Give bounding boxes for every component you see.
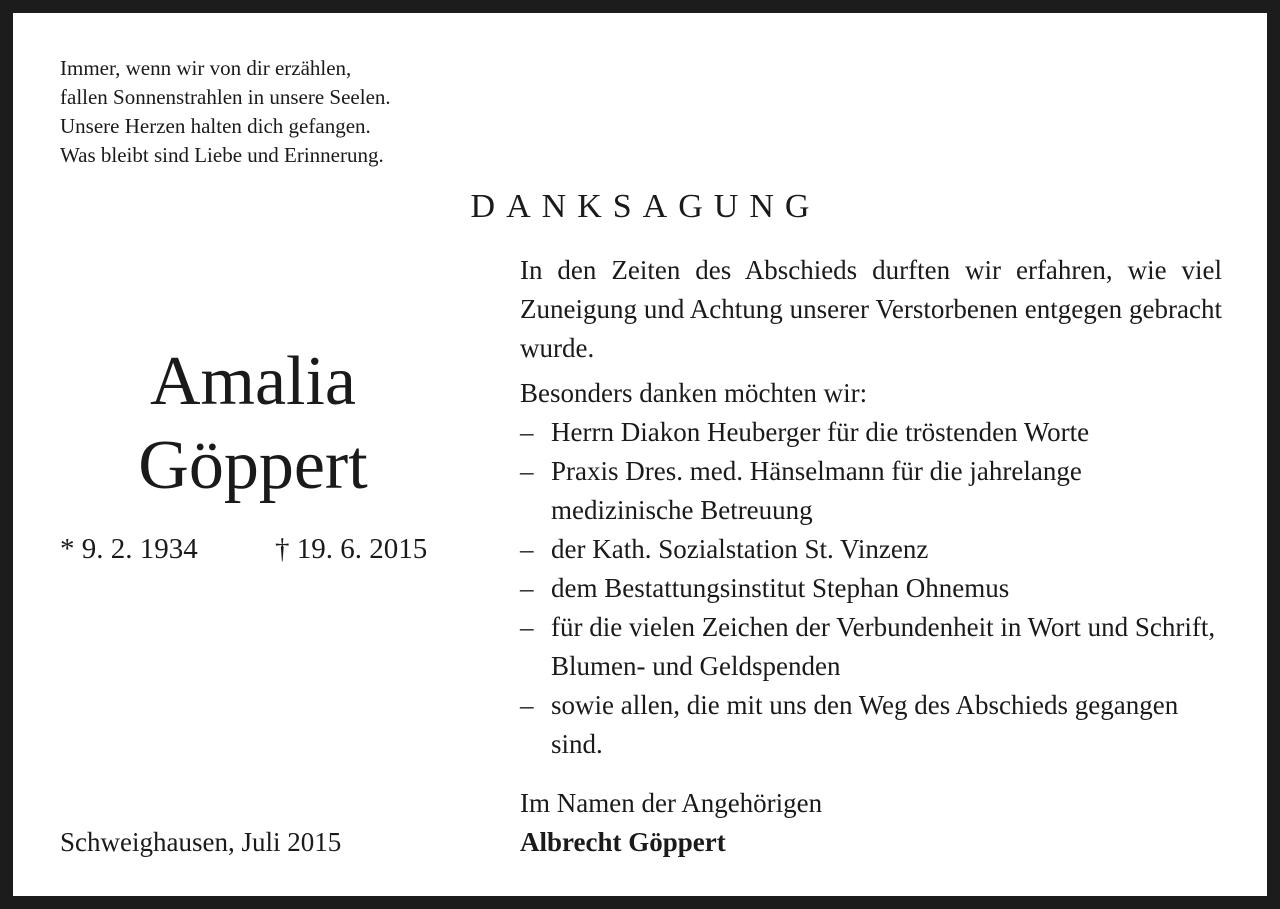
list-item xyxy=(520,413,1222,452)
deceased-last-name: Göppert xyxy=(138,427,368,504)
list-item xyxy=(520,686,1222,764)
dash-bullet: – xyxy=(520,573,534,603)
list-item xyxy=(520,452,1222,530)
obituary-card xyxy=(13,13,1267,896)
death-date: † 19. 6. 2015 xyxy=(275,533,428,565)
birth-date: * 9. 2. 1934 xyxy=(60,533,198,565)
poem-line: Unsere Herzen halten dich gefangen. xyxy=(60,114,371,138)
list-item-text: für die vielen Zeichen der Verbundenheit in Wort und Schrift, Blumen- und Geldspenden xyxy=(551,612,1216,681)
list-item-text: der Kath. Sozialstation St. Vinzenz xyxy=(551,534,929,564)
thanks-text xyxy=(520,251,1222,764)
page-title: DANKSAGUNG xyxy=(470,188,821,225)
thanks-list xyxy=(520,413,1222,764)
deceased-first-name: Amalia xyxy=(149,343,357,420)
thanks-lead: Besonders danken möchten wir: xyxy=(520,378,868,408)
list-item-text: Praxis Dres. med. Hänselmann für die jahrelange medizinische Betreuung xyxy=(551,456,1082,525)
deceased-name xyxy=(53,340,453,508)
poem-line: Immer, wenn wir von dir erzählen, xyxy=(60,56,352,80)
list-item xyxy=(520,608,1222,686)
sign-intro: Im Namen der Angehörigen xyxy=(520,788,823,818)
list-item-text: dem Bestattungsinstitut Stephan Ohnemus xyxy=(551,573,1010,603)
poem xyxy=(60,54,391,170)
dash-bullet: – xyxy=(520,534,534,564)
signer-name: Albrecht Göppert xyxy=(520,827,726,857)
poem-line: fallen Sonnenstrahlen in unsere Seelen. xyxy=(60,85,391,109)
intro-paragraph: In den Zeiten des Abschieds durften wir erfahren, wie viel Zuneigung und Achtung unserer Verstorbenen entgegen gebracht wurde. xyxy=(520,255,1222,363)
signature-block xyxy=(520,784,822,862)
dash-bullet: – xyxy=(520,417,534,447)
dash-bullet: – xyxy=(520,456,534,486)
poem-line: Was bleibt sind Liebe und Erinnerung. xyxy=(60,143,384,167)
list-item-text: sowie allen, die mit uns den Weg des Abschieds gegangen sind. xyxy=(551,690,1179,759)
list-item xyxy=(520,530,1222,569)
dash-bullet: – xyxy=(520,612,534,642)
dash-bullet: – xyxy=(520,690,534,720)
place-date: Schweighausen, Juli 2015 xyxy=(60,827,342,857)
list-item-text: Herrn Diakon Heuberger für die tröstenden Worte xyxy=(551,417,1090,447)
list-item xyxy=(520,569,1222,608)
